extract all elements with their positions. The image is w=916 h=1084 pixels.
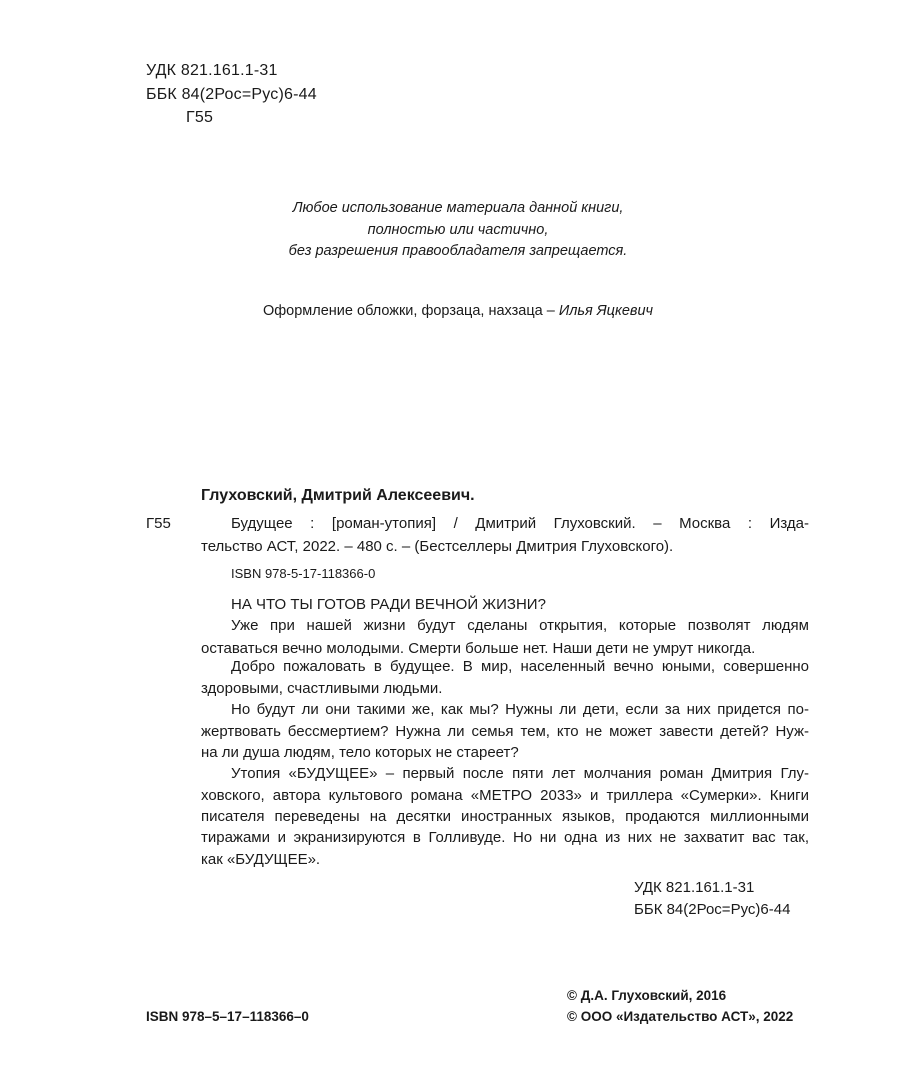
- design-credit-label: Оформление обложки, форзаца, нахзаца –: [262, 303, 555, 319]
- annotation-p4-line-2: ховского, автора культового романа «МЕТРО 2033» и триллера «Сумерки». Книги: [201, 787, 809, 804]
- copyright-notice-line-2: полностью или частично,: [367, 222, 549, 238]
- annotation-p4-line-1: Утопия «БУДУЩЕЕ» – первый после пяти лет молчания роман Дмитрия Глу-: [231, 765, 809, 782]
- udk-code: УДК 821.161.1-31: [146, 62, 278, 79]
- copyright-author: © Д.А. Глуховский, 2016: [567, 988, 727, 1003]
- design-credit-name: Илья Яцкевич: [558, 303, 654, 319]
- annotation-p3-line-3: на ли душа людям, тело которых не стареет?: [201, 744, 519, 761]
- record-bib-line-2: тельство АСТ, 2022. – 480 с. – (Бестселлеры Дмитрия Глуховского).: [201, 538, 674, 555]
- record-udk: УДК 821.161.1-31: [634, 879, 755, 896]
- copyright-notice-line-1: Любое использование материала данной книги,: [292, 200, 624, 216]
- annotation-p3-line-2: жертвовать бессмертием? Нужна ли семья тем, кто не может завести детей? Нуж-: [201, 723, 809, 740]
- annotation-p1-line-1: Уже при нашей жизни будут сделаны открытия, которые позволят людям: [231, 617, 809, 634]
- copyright-publisher: © ООО «Издательство АСТ», 2022: [567, 1009, 794, 1024]
- annotation-p2-line-2: здоровыми, счастливыми людьми.: [201, 680, 443, 697]
- annotation-p2-line-1: Добро пожаловать в будущее. В мир, населенный вечно юными, совершенно: [231, 658, 809, 675]
- annotation-title: НА ЧТО ТЫ ГОТОВ РАДИ ВЕЧНОЙ ЖИЗНИ?: [231, 596, 546, 613]
- annotation-p4-line-4: тиражами и экранизируются в Голливуде. Но ни одна из них не захватит вас так,: [201, 829, 809, 846]
- record-bbk: ББК 84(2Рос=Рус)6-44: [634, 901, 791, 918]
- annotation-p3-line-1: Но будут ли они такими же, как мы? Нужны ли дети, если за них придется по-: [231, 701, 809, 718]
- record-author: Глуховский, Дмитрий Алексеевич.: [201, 487, 475, 504]
- bbk-code: ББК 84(2Рос=Рус)6-44: [146, 86, 317, 103]
- annotation-p1-line-2: оставаться вечно молодыми. Смерти больше нет. Наши дети не умрут никогда.: [201, 640, 756, 657]
- annotation-p4-line-5: как «БУДУЩЕЕ».: [201, 851, 321, 868]
- annotation-p4-line-3: писателя переведены на десятки иностранных языков, продаются миллионными: [201, 808, 809, 825]
- copyright-notice-line-3: без разрешения правообладателя запрещается.: [288, 243, 628, 259]
- record-mark: Г55: [146, 515, 171, 532]
- design-credit: [0, 303, 916, 319]
- record-isbn: ISBN 978-5-17-118366-0: [231, 566, 376, 581]
- record-bib-line-1: Будущее : [роман-утопия] / Дмитрий Глуховский. – Москва : Изда-: [231, 515, 809, 532]
- author-mark: Г55: [186, 109, 214, 126]
- footer-isbn: ISBN 978–5–17–118366–0: [146, 1009, 309, 1024]
